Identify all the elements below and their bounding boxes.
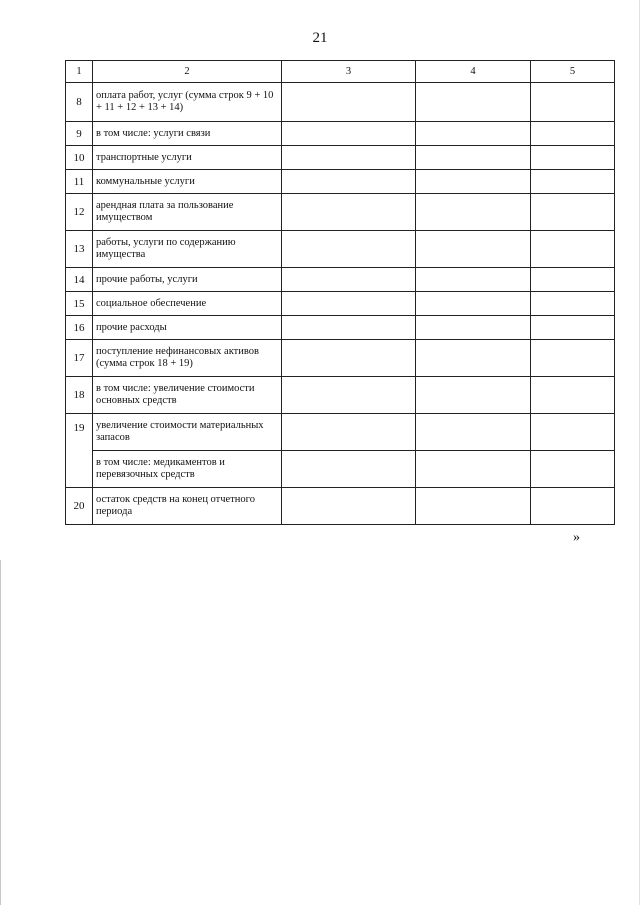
table-row [66,316,615,340]
table-row [66,377,615,414]
cell-col-4 [416,292,531,316]
cell-col-4 [416,170,531,194]
page-number: 21 [312,30,328,46]
cell-col-5 [531,292,615,316]
table-row [66,231,615,268]
cell-col-3 [282,292,416,316]
column-header-1: 1 [66,61,93,83]
cell-col-5 [531,122,615,146]
cell-col-5 [531,340,615,377]
column-header-3: 3 [282,61,416,83]
cell-col-4 [416,340,531,377]
row-label: остаток средств на конец отчетного периода [93,488,282,525]
cell-col-4 [416,194,531,231]
row-number: 8 [66,83,93,122]
table-row [66,451,615,488]
cell-col-4 [416,146,531,170]
cell-col-3 [282,83,416,122]
table-row [66,268,615,292]
column-header-5: 5 [531,61,615,83]
table-row [66,83,615,122]
cell-col-5 [531,377,615,414]
row-label: оплата работ, услуг (сумма строк 9 + 10 + 11 + 12 + 13 + 14) [93,83,282,122]
row-label: коммунальные услуги [93,170,282,194]
column-header-4: 4 [416,61,531,83]
table-row [66,340,615,377]
row-number: 18 [66,377,93,414]
cell-col-5 [531,170,615,194]
table-row [66,170,615,194]
table-row [66,194,615,231]
cell-col-3 [282,146,416,170]
cell-col-3 [282,170,416,194]
row-number: 19 [66,414,93,488]
cell-col-4 [416,83,531,122]
cell-col-5 [531,316,615,340]
row-label: в том числе: медикаментов и перевязочных средств [93,451,282,488]
cell-col-5 [531,414,615,451]
row-number: 14 [66,268,93,292]
cell-col-5 [531,268,615,292]
report-table [65,60,615,525]
row-number: 15 [66,292,93,316]
cell-col-4 [416,231,531,268]
table-row [66,414,615,451]
cell-col-4 [416,488,531,525]
row-label: социальное обеспечение [93,292,282,316]
cell-col-4 [416,316,531,340]
row-label: прочие работы, услуги [93,268,282,292]
row-label: работы, услуги по содержанию имущества [93,231,282,268]
row-number: 9 [66,122,93,146]
row-number: 10 [66,146,93,170]
row-label: транспортные услуги [93,146,282,170]
cell-col-3 [282,122,416,146]
cell-col-3 [282,414,416,451]
table-row [66,488,615,525]
row-label: в том числе: увеличение стоимости основных средств [93,377,282,414]
table-row [66,146,615,170]
cell-col-4 [416,268,531,292]
table-header-row [66,61,615,83]
cell-col-4 [416,377,531,414]
cell-col-5 [531,231,615,268]
cell-col-5 [531,488,615,525]
row-label: в том числе: услуги связи [93,122,282,146]
cell-col-3 [282,194,416,231]
cell-col-3 [282,231,416,268]
cell-col-3 [282,316,416,340]
cell-col-4 [416,414,531,451]
cell-col-4 [416,451,531,488]
column-header-2: 2 [93,61,282,83]
row-number: 17 [66,340,93,377]
table-row [66,292,615,316]
row-number: 12 [66,194,93,231]
row-label: арендная плата за пользование имуществом [93,194,282,231]
cell-col-4 [416,122,531,146]
cell-col-3 [282,488,416,525]
cell-col-5 [531,194,615,231]
cell-col-3 [282,340,416,377]
row-number: 20 [66,488,93,525]
cell-col-3 [282,268,416,292]
row-number: 11 [66,170,93,194]
cell-col-3 [282,377,416,414]
row-label: поступление нефинансовых активов (сумма строк 18 + 19) [93,340,282,377]
row-number: 16 [66,316,93,340]
table-row [66,122,615,146]
scan-edge-left [0,560,1,905]
row-label: увеличение стоимости материальных запасов [93,414,282,451]
cell-col-5 [531,83,615,122]
cell-col-5 [531,451,615,488]
row-number: 13 [66,231,93,268]
cell-col-5 [531,146,615,170]
row-label: прочие расходы [93,316,282,340]
closing-quote: » [573,530,580,545]
cell-col-3 [282,451,416,488]
